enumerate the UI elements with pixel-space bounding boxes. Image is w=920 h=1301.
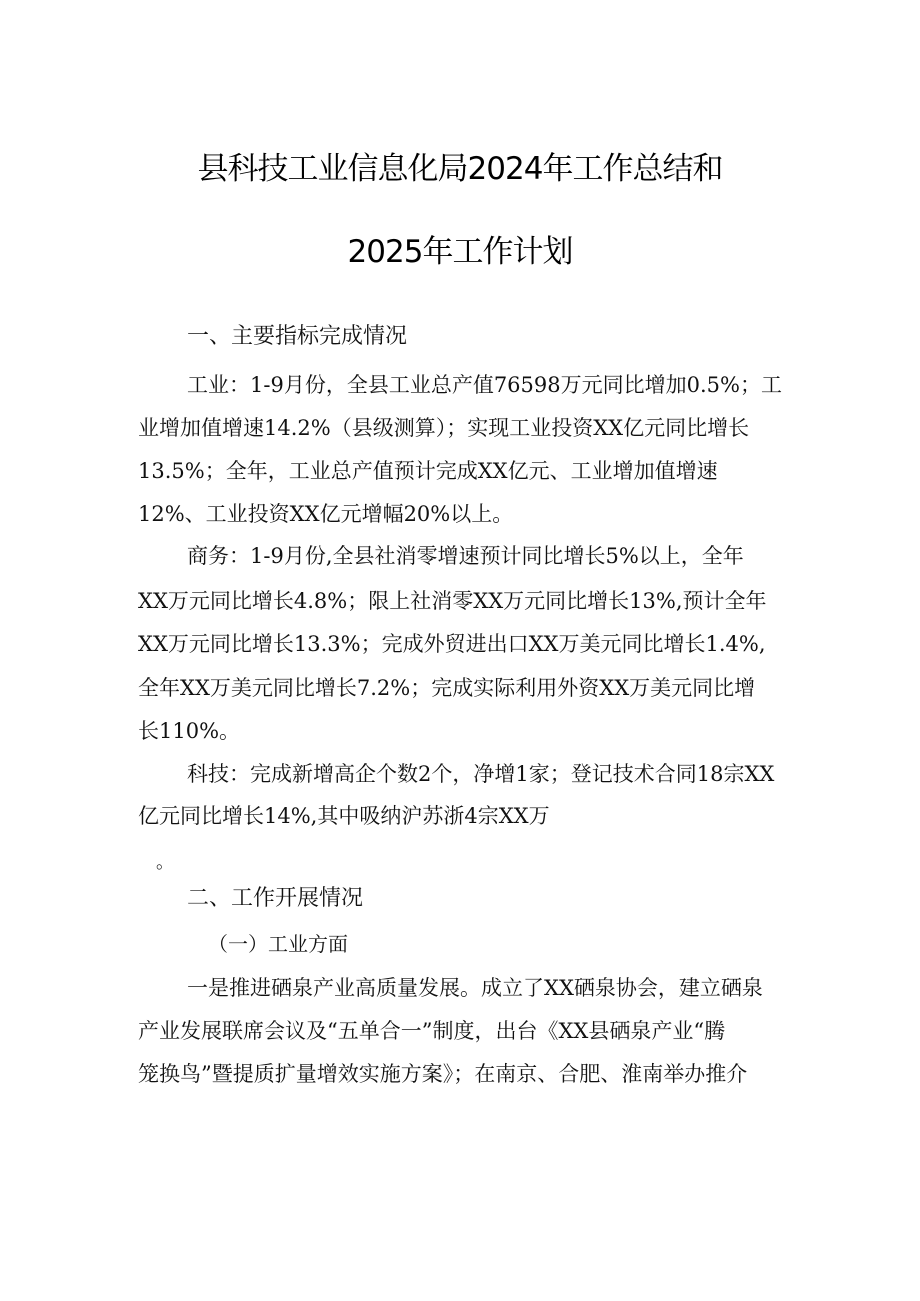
commerce-paragraph-line-2: XX万元同比增长4.8%；限上社消零XX万元同比增长13%,预计全年 bbox=[138, 589, 767, 613]
section-heading-work-progress: 二、工作开展情况 bbox=[187, 886, 364, 911]
tech-paragraph-line-2: 亿元同比增长14%,其中吸纳沪苏浙4宗XX万 bbox=[138, 804, 550, 828]
tech-paragraph-line-1: 科技：完成新增高企个数2个，净增1家；登记技术合同18宗XX bbox=[187, 762, 775, 786]
tech-paragraph-end-mark: 。 bbox=[156, 852, 174, 873]
industry-paragraph-line-1: 工业：1-9月份，全县工业总产值76598万元同比增加0.5%；工 bbox=[187, 373, 782, 397]
work-paragraph-line-2: 产业发展联席会议及“五单合一”制度，出台《XX县硒泉产业“腾 bbox=[138, 1019, 726, 1043]
work-paragraph-line-1: 一是推进硒泉产业高质量发展。成立了XX硒泉协会，建立硒泉 bbox=[187, 976, 763, 1000]
work-paragraph-line-3: 笼换鸟”暨提质扩量增效实施方案》；在南京、合肥、淮南举办推介 bbox=[138, 1062, 748, 1086]
subsection-heading-industry: （一）工业方面 bbox=[208, 932, 348, 956]
industry-paragraph-line-4: 12%、工业投资XX亿元增幅20%以上。 bbox=[138, 502, 514, 526]
industry-paragraph-line-3: 13.5%；全年，工业总产值预计完成XX亿元、工业增加值增速 bbox=[138, 459, 718, 483]
commerce-paragraph-line-4: 全年XX万美元同比增长7.2%；完成实际利用外资XX万美元同比增 bbox=[138, 676, 756, 700]
commerce-paragraph-line-1: 商务：1-9月份,全县社消零增速预计同比增长5%以上，全年 bbox=[187, 544, 744, 568]
document-title-line-1: 县科技工业信息化局2024年工作总结和 bbox=[197, 151, 723, 187]
commerce-paragraph-line-5: 长110%。 bbox=[138, 719, 241, 743]
document-title-line-2: 2025年工作计划 bbox=[347, 234, 573, 270]
commerce-paragraph-line-3: XX万元同比增长13.3%；完成外贸进出口XX万美元同比增长1.4%, bbox=[138, 632, 766, 656]
section-heading-main-indicators: 一、主要指标完成情况 bbox=[187, 324, 408, 349]
industry-paragraph-line-2: 业增加值增速14.2%（县级测算）；实现工业投资XX亿元同比增长 bbox=[138, 416, 750, 440]
